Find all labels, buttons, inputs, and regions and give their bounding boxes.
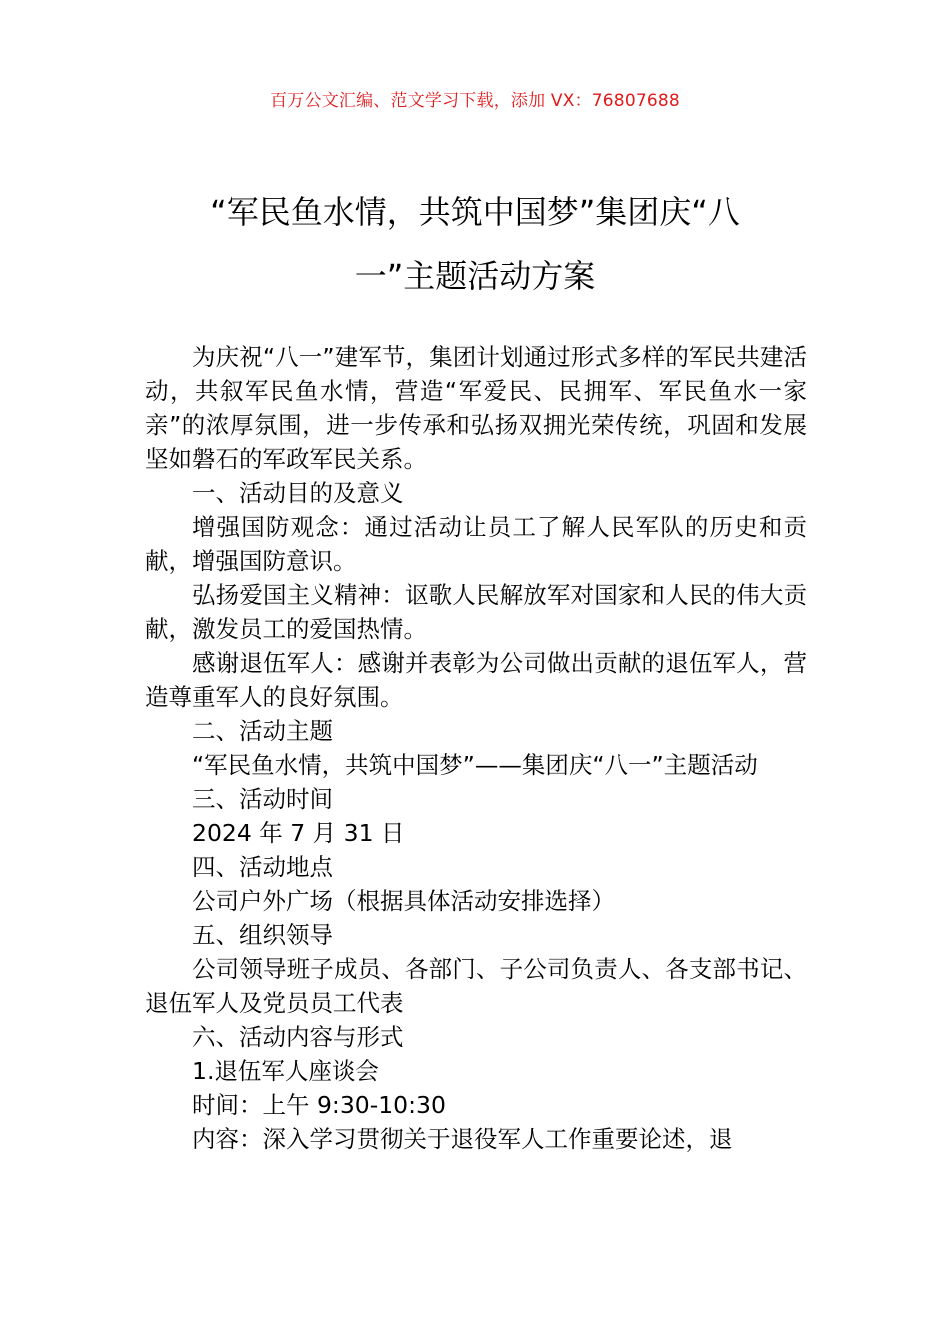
intro-paragraph: 为庆祝“八一”建军节，集团计划通过形式多样的军民共建活动，共叙军民鱼水情，营造“军爱民、民拥军、军民鱼水一家亲”的浓厚氛围，进一步传承和弘扬双拥光荣传统，巩固和发展坚如磐石的军政军民关系。 <box>145 343 807 473</box>
header-promo-note: 百万公文汇编、范文学习下载，添加 VX：76807688 <box>270 91 680 111</box>
section-heading-5: 五、组织领导 <box>192 921 333 949</box>
paragraph-organizers: 公司领导班子成员、各部门、子公司负责人、各支部书记、退伍军人及党员员工代表 <box>145 955 807 1017</box>
paragraph-date: 2024 年 7 月 31 日 <box>192 819 405 847</box>
paragraph-theme: “军民鱼水情，共筑中国梦”——集团庆“八一”主题活动 <box>192 751 758 779</box>
section-heading-6: 六、活动内容与形式 <box>192 1023 404 1051</box>
section-heading-2: 二、活动主题 <box>192 717 333 745</box>
section-heading-4: 四、活动地点 <box>192 853 333 881</box>
title-line-1: “军民鱼水情，共筑中国梦”集团庆“八 <box>210 193 740 231</box>
paragraph-defense: 增强国防观念：通过活动让员工了解人民军队的历史和贡献，增强国防意识。 <box>145 513 807 575</box>
subsection-heading-1: 1.退伍军人座谈会 <box>192 1057 379 1085</box>
title-line-2: 一”主题活动方案 <box>354 257 596 295</box>
document-body <box>145 340 807 1156</box>
paragraph-veterans: 感谢退伍军人：感谢并表彰为公司做出贡献的退伍军人，营造尊重军人的良好氛围。 <box>145 649 807 711</box>
document-title <box>145 180 805 308</box>
section-heading-1: 一、活动目的及意义 <box>192 479 404 507</box>
paragraph-content: 内容：深入学习贯彻关于退役军人工作重要论述，退 <box>192 1125 733 1153</box>
section-heading-3: 三、活动时间 <box>192 785 333 813</box>
paragraph-location: 公司户外广场（根据具体活动安排选择） <box>192 887 615 915</box>
paragraph-patriotism: 弘扬爱国主义精神：讴歌人民解放军对国家和人民的伟大贡献，激发员工的爱国热情。 <box>145 581 807 643</box>
paragraph-time: 时间：上午 9:30-10:30 <box>192 1091 446 1119</box>
